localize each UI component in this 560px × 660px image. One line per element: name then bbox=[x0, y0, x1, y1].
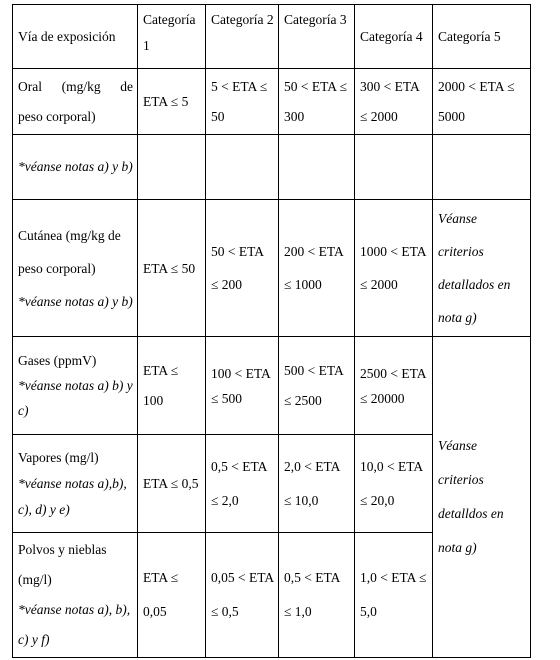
vapores-cat1: ETA ≤ 0,5 bbox=[138, 435, 206, 533]
gases-cat2: 100 < ETA ≤ 500 bbox=[206, 337, 279, 435]
route-gases: Gases (ppmV) *véanse notas a) b) y c) bbox=[13, 337, 138, 435]
cutanea-cat5: Véanse criterios detallados en nota g) bbox=[433, 200, 531, 337]
vapores-cat2: 0,5 < ETA ≤ 2,0 bbox=[206, 435, 279, 533]
gases-cat4: 2500 < ETA ≤ 20000 bbox=[355, 337, 433, 435]
oral-cat3: 50 < ETA ≤ 300 bbox=[279, 69, 355, 135]
oral-cat5: 2000 < ETA ≤ 5000 bbox=[433, 69, 531, 135]
table-row bbox=[13, 337, 531, 435]
shared-cat5: Véanse criterios detalldos en nota g) bbox=[433, 337, 531, 658]
table-row bbox=[13, 69, 531, 135]
polvos-cat4: 1,0 < ETA ≤ 5,0 bbox=[355, 533, 433, 658]
route-polvos: Polvos y nieblas (mg/l) *véanse notas a), b), c) y f) bbox=[13, 533, 138, 658]
oral-note: *véanse notas a) y b) bbox=[13, 135, 138, 200]
cutanea-cat2: 50 < ETA ≤ 200 bbox=[206, 200, 279, 337]
table-row bbox=[13, 135, 531, 200]
header-row bbox=[13, 5, 531, 69]
cutanea-cat4: 1000 < ETA ≤ 2000 bbox=[355, 200, 433, 337]
header-cat4: Categoría 4 bbox=[355, 5, 433, 69]
gases-cat1: ETA ≤ 100 bbox=[138, 337, 206, 435]
oral-cat4: 300 < ETA ≤ 2000 bbox=[355, 69, 433, 135]
toxicity-category-table bbox=[12, 4, 531, 658]
route-cutanea: Cutánea (mg/kg de peso corporal) *véanse notas a) y b) bbox=[13, 200, 138, 337]
route-vapores: Vapores (mg/l) *véanse notas a),b), c), d) y e) bbox=[13, 435, 138, 533]
header-cat2: Categoría 2 bbox=[206, 5, 279, 69]
table-row bbox=[13, 200, 531, 337]
polvos-cat2: 0,05 < ETA ≤ 0,5 bbox=[206, 533, 279, 658]
route-oral: Oral (mg/kg de peso corporal) bbox=[13, 69, 138, 135]
cutanea-cat1: ETA ≤ 50 bbox=[138, 200, 206, 337]
header-cat1: Categoría 1 bbox=[138, 5, 206, 69]
vapores-cat4: 10,0 < ETA ≤ 20,0 bbox=[355, 435, 433, 533]
polvos-cat1: ETA ≤ 0,05 bbox=[138, 533, 206, 658]
header-route: Vía de exposición bbox=[13, 5, 138, 69]
header-cat3: Categoría 3 bbox=[279, 5, 355, 69]
oral-cat2: 5 < ETA ≤ 50 bbox=[206, 69, 279, 135]
polvos-cat3: 0,5 < ETA ≤ 1,0 bbox=[279, 533, 355, 658]
header-cat5: Categoría 5 bbox=[433, 5, 531, 69]
oral-cat1: ETA ≤ 5 bbox=[138, 69, 206, 135]
cutanea-cat3: 200 < ETA ≤ 1000 bbox=[279, 200, 355, 337]
vapores-cat3: 2,0 < ETA ≤ 10,0 bbox=[279, 435, 355, 533]
gases-cat3: 500 < ETA ≤ 2500 bbox=[279, 337, 355, 435]
